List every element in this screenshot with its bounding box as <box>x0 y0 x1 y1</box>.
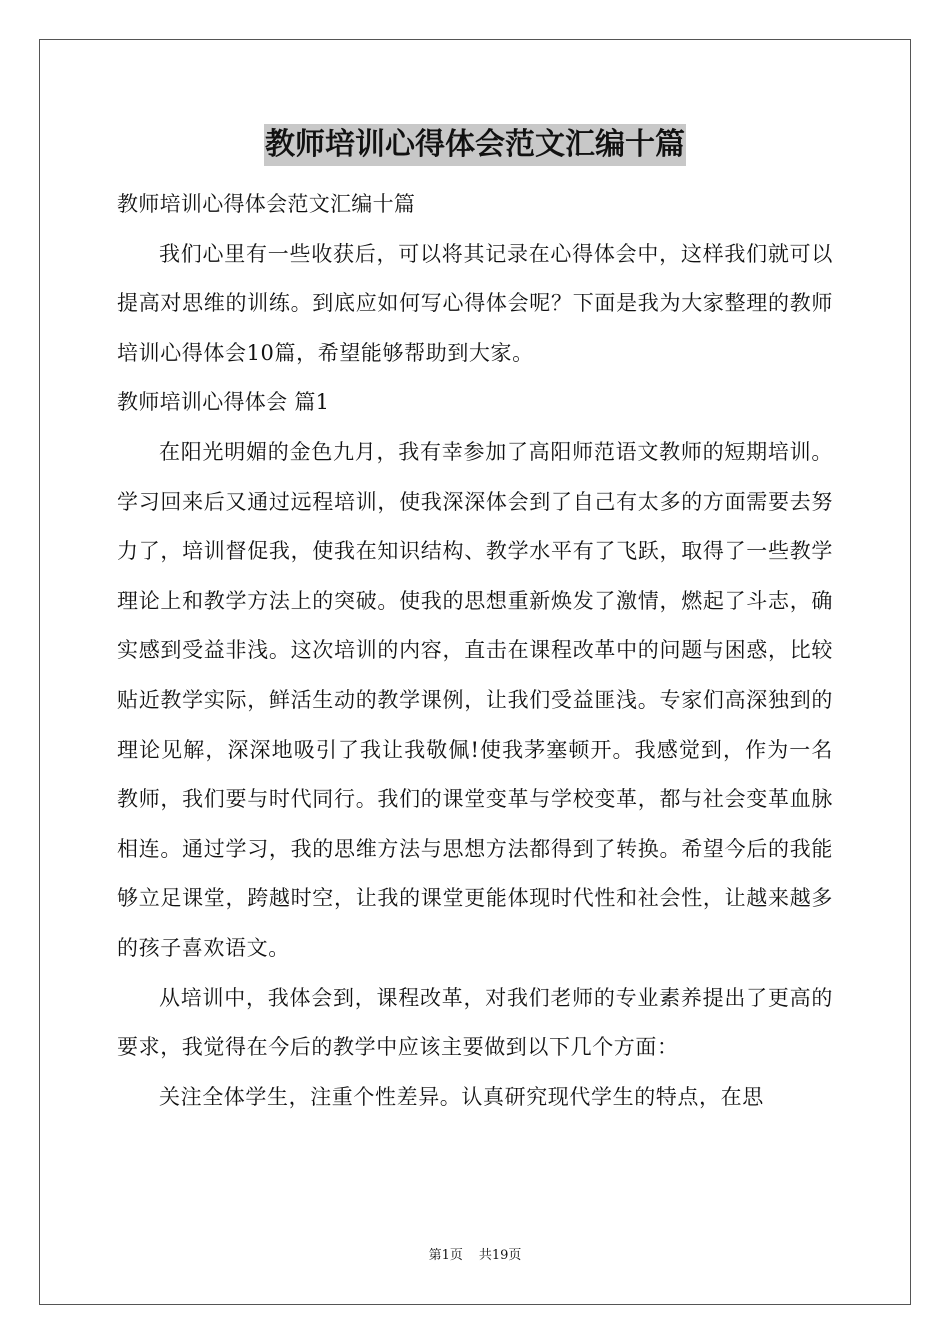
title-wrap <box>117 124 833 170</box>
body-paragraph: 从培训中，我体会到，课程改革，对我们老师的专业素养提出了更高的要求，我觉得在今后的教学中应该主要做到以下几个方面： <box>117 985 833 1060</box>
page-footer <box>0 1247 950 1265</box>
body-paragraph: 关注全体学生，注重个性差异。认真研究现代学生的特点，在思 <box>159 1084 764 1109</box>
page-number: 第1页 <box>428 1248 463 1263</box>
page-total: 共19页 <box>478 1248 522 1263</box>
body-paragraph: 在阳光明媚的金色九月，我有幸参加了高阳师范语文教师的短期培训。学习回来后又通过远程培训，使我深深体会到了自己有太多的方面需要去努力了，培训督促我，使我在知识结构、教学水平有了飞跃，取得了一些教学理论上和教学方法上的突破。使我的思想重新焕发了激情，燃起了斗志，确实感到受益非浅。这次培训的内容，直击在课程改革中的问题与困惑，比较贴近教学实际，鲜活生动的教学课例，让我们受益匪浅。专家们高深独到的理论见解，深深地吸引了我让我敬佩!使我茅塞顿开。我感觉到，作为一名教师，我们要与时代同行。我们的课堂变革与学校变革，都与社会变革血脉相连。通过学习，我的思维方法与思想方法都得到了转换。希望今后的我能够立足课堂，跨越时空，让我的课堂更能体现时代性和社会性，让越来越多的孩子喜欢语文。 <box>117 439 833 960</box>
intro-paragraph: 我们心里有一些收获后，可以将其记录在心得体会中，这样我们就可以提高对思维的训练。到底应如何写心得体会呢？下面是我为大家整理的教师培训心得体会10篇，希望能够帮助到大家。 <box>117 241 833 365</box>
document-body <box>117 124 833 1122</box>
section-heading: 教师培训心得体会 篇1 <box>117 390 330 415</box>
document-title: 教师培训心得体会范文汇编十篇 <box>264 124 686 166</box>
subtitle-line: 教师培训心得体会范文汇编十篇 <box>117 192 416 216</box>
